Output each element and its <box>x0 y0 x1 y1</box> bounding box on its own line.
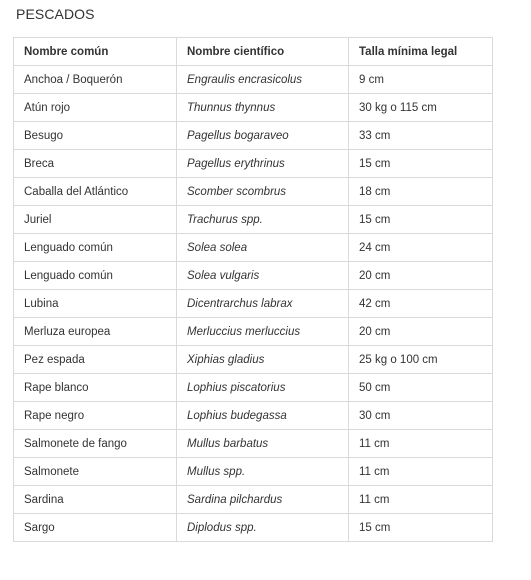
table-row <box>14 514 493 542</box>
scientific-name-cell: Xiphias gladius <box>177 346 349 374</box>
common-name-cell: Lubina <box>14 290 177 318</box>
common-name-cell: Caballa del Atlántico <box>14 178 177 206</box>
common-name-cell: Merluza europea <box>14 318 177 346</box>
scientific-name-cell: Solea solea <box>177 234 349 262</box>
header-scientific-name: Nombre científico <box>177 38 349 66</box>
common-name-cell: Salmonete <box>14 458 177 486</box>
header-common-name: Nombre común <box>14 38 177 66</box>
table-row <box>14 262 493 290</box>
common-name-cell: Lenguado común <box>14 234 177 262</box>
common-name-cell: Juriel <box>14 206 177 234</box>
scientific-name-cell: Dicentrarchus labrax <box>177 290 349 318</box>
scientific-name-cell: Pagellus bogaraveo <box>177 122 349 150</box>
common-name-cell: Besugo <box>14 122 177 150</box>
section-title: PESCADOS <box>16 6 95 22</box>
table-row <box>14 458 493 486</box>
common-name-cell: Atún rojo <box>14 94 177 122</box>
scientific-name-cell: Mullus barbatus <box>177 430 349 458</box>
scientific-name-cell: Solea vulgaris <box>177 262 349 290</box>
scientific-name-cell: Lophius piscatorius <box>177 374 349 402</box>
minimum-size-cell: 15 cm <box>349 206 493 234</box>
table-row <box>14 430 493 458</box>
minimum-size-cell: 30 cm <box>349 402 493 430</box>
table-row <box>14 178 493 206</box>
minimum-size-table <box>13 37 493 542</box>
table-row <box>14 66 493 94</box>
scientific-name-cell: Pagellus erythrinus <box>177 150 349 178</box>
common-name-cell: Rape blanco <box>14 374 177 402</box>
scientific-name-cell: Sardina pilchardus <box>177 486 349 514</box>
minimum-size-cell: 15 cm <box>349 514 493 542</box>
table-header-row <box>14 38 493 66</box>
common-name-cell: Salmonete de fango <box>14 430 177 458</box>
minimum-size-cell: 20 cm <box>349 262 493 290</box>
table-row <box>14 486 493 514</box>
minimum-size-cell: 20 cm <box>349 318 493 346</box>
table-row <box>14 234 493 262</box>
common-name-cell: Sargo <box>14 514 177 542</box>
minimum-size-cell: 50 cm <box>349 374 493 402</box>
common-name-cell: Breca <box>14 150 177 178</box>
scientific-name-cell: Mullus spp. <box>177 458 349 486</box>
table-row <box>14 206 493 234</box>
table-row <box>14 346 493 374</box>
table-row <box>14 150 493 178</box>
minimum-size-cell: 18 cm <box>349 178 493 206</box>
minimum-size-cell: 25 kg o 100 cm <box>349 346 493 374</box>
common-name-cell: Pez espada <box>14 346 177 374</box>
scientific-name-cell: Thunnus thynnus <box>177 94 349 122</box>
common-name-cell: Rape negro <box>14 402 177 430</box>
common-name-cell: Anchoa / Boquerón <box>14 66 177 94</box>
scientific-name-cell: Trachurus spp. <box>177 206 349 234</box>
common-name-cell: Sardina <box>14 486 177 514</box>
scientific-name-cell: Lophius budegassa <box>177 402 349 430</box>
minimum-size-cell: 42 cm <box>349 290 493 318</box>
minimum-size-cell: 30 kg o 115 cm <box>349 94 493 122</box>
common-name-cell: Lenguado común <box>14 262 177 290</box>
minimum-size-cell: 33 cm <box>349 122 493 150</box>
minimum-size-cell: 24 cm <box>349 234 493 262</box>
scientific-name-cell: Scomber scombrus <box>177 178 349 206</box>
table-row <box>14 318 493 346</box>
header-minimum-size: Talla mínima legal <box>349 38 493 66</box>
table-row <box>14 374 493 402</box>
minimum-size-cell: 11 cm <box>349 430 493 458</box>
minimum-size-cell: 11 cm <box>349 458 493 486</box>
table-row <box>14 290 493 318</box>
minimum-size-cell: 11 cm <box>349 486 493 514</box>
scientific-name-cell: Engraulis encrasicolus <box>177 66 349 94</box>
scientific-name-cell: Diplodus spp. <box>177 514 349 542</box>
table-row <box>14 122 493 150</box>
minimum-size-cell: 15 cm <box>349 150 493 178</box>
minimum-size-cell: 9 cm <box>349 66 493 94</box>
scientific-name-cell: Merluccius merluccius <box>177 318 349 346</box>
table-row <box>14 402 493 430</box>
table-row <box>14 94 493 122</box>
